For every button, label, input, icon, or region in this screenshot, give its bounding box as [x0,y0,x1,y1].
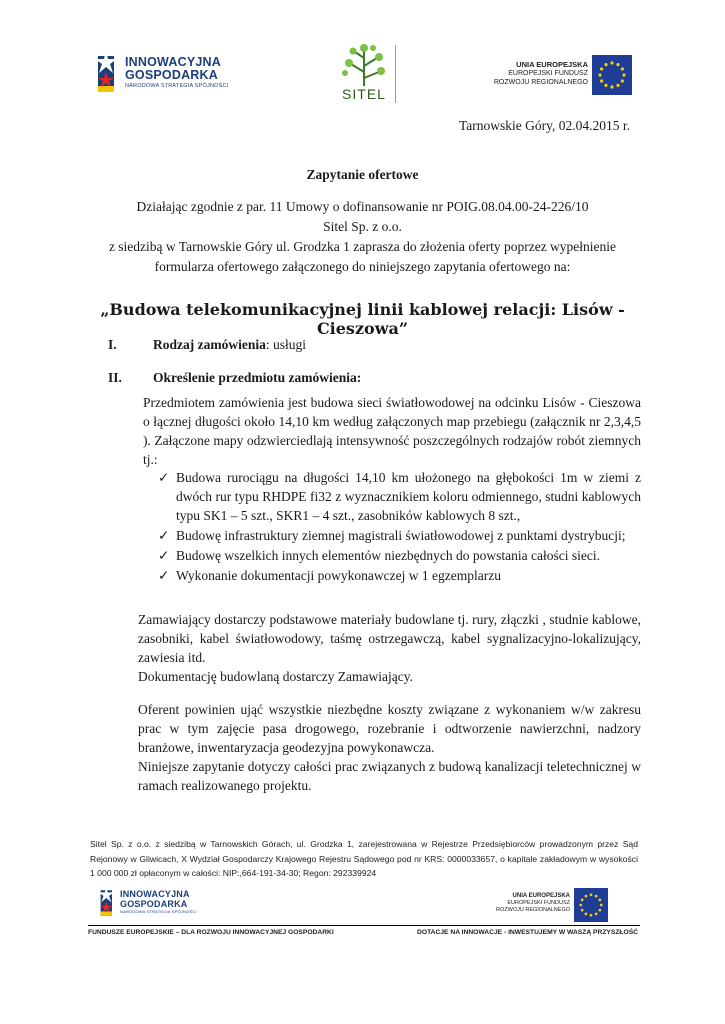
eu-star [600,79,603,82]
eu-star [604,63,607,66]
intro-line: Sitel Sp. z o.o. [323,219,402,234]
eu-star [622,73,625,76]
scope-checklist [158,468,641,586]
eu-star [600,904,603,907]
list-item-text: Budowa rurociągu na długości 14,10 km ułożonego na głębokości 1m w ziemi z dwóch rur typu RHDPE fi32 z wyznacznikiem koloru odmiennego, studni kablowych typu SK1 – 5 szt., SKR1 – 4 szt., zasobników kablowych 8 szt., [176,470,641,523]
eu-star [621,79,624,82]
paragraph-text: Dokumentację budowlaną dostarczy Zamawiający. [138,669,414,684]
ig-line3: NARODOWA STRATEGIA SPÓJNOŚCI [120,909,197,914]
eu-line2: EUROPEJSKI FUNDUSZ [507,900,570,906]
ig-line1: INNOWACYJNA [125,55,221,69]
eu-line3: ROZWOJU REGIONALNEGO [493,79,588,86]
eu-star [610,85,613,88]
checkmark-icon: ✓ [158,568,170,583]
scope-paragraph [143,393,641,469]
sitel-logo-text: SITEL [342,86,386,102]
document-heading: Zapytanie ofertowe [306,167,419,182]
intro-line: formularza ofertowego załączonego do niniejszego zapytania ofertowego na: [154,259,571,274]
eu-star [604,84,607,87]
footer-company-info: Sitel Sp. z o.o. z siedzibą w Tarnowskich Górach, ul. Grodzka 1, zarejestrowana w Rejestrze Przedsiębiorców prowadzonym przez Sąd Rejonowy w Gliwicach, X Wydział Gospodarczy Krajowego Rejestru Sądowego pod nr KRS: 0000033657, o kapitale zakładowym w wysokości 1 000 000 zł opłaconym w całości: NIP:,664-191-34-30; Regon: 292339924 [90,839,638,879]
section-2-number: II. [108,370,122,385]
eu-line1: UNIA EUROPEJSKA [512,893,570,899]
footer-slogan-right: DOTACJE NA INNOWACJE - INWESTUJEMY W WASZĄ PRZYSZŁOŚĆ [417,929,638,936]
ig-star-icon [96,886,118,920]
logo-divider [395,45,396,103]
list-item-text: Budowę wszelkich innych elementów niezbędnych do powstania całości sieci. [176,548,600,563]
eu-star [579,904,582,907]
footer-innowacyjna-gospodarka-logo [96,886,216,920]
eu-star [581,909,584,912]
intro-block [60,197,665,277]
list-item-text: Budowę infrastruktury ziemnej magistrali światłowodowej z punktami dystrybucji; [176,528,626,543]
eu-star [600,67,603,70]
intro-line: z siedzibą w Tarnowskie Góry ul. Grodzka 1 zaprasza do złożenia oferty poprzez wypełnienie [108,239,617,254]
eu-line3: ROZWOJU REGIONALNEGO [496,907,570,913]
eu-star [598,909,601,912]
eu-star [590,914,593,917]
section-2 [108,370,361,386]
eu-star [595,895,598,898]
eu-flag-icon [574,888,608,922]
project-title: „Budowa telekomunikacyjnej linii kablowej relacji: Lisów - Cieszowa” [100,300,625,338]
costs-paragraph [138,700,641,795]
ig-line3: NARODOWA STRATEGIA SPÓJNOŚCI [125,83,229,89]
section-2-label: Określenie przedmiotu zamówienia: [153,370,362,385]
paragraph-text: Przedmiotem zamówienia jest budowa sieci światłowodowej na odcinku Lisów - Cieszowa o łącznej długości około 14,10 km według załączonych map przebiegu (załącznik nr 2,3,4,5 ). Załączone mapy odzwierciedlają intensywność poszczególnych rodzajów robót ziemnych tj.: [143,395,641,467]
checkmark-icon: ✓ [158,548,170,563]
eu-star [598,73,601,76]
checkmark-icon: ✓ [158,528,170,543]
eu-star [621,67,624,70]
eu-star [616,63,619,66]
eu-star [585,912,588,915]
eu-line1: UNIA EUROPEJSKA [516,60,588,69]
footer-slogan-left: FUNDUSZE EUROPEJSKIE – DLA ROZWOJU INNOWACYJNEJ GOSPODARKI [88,929,334,936]
list-item [158,546,641,565]
section-1-number: I. [108,337,117,352]
eu-star [581,899,584,902]
ig-line1: INNOWACYJNA [120,889,190,899]
section-1-label: Rodzaj zamówienia [153,337,266,352]
checkmark-icon: ✓ [158,470,170,485]
footer-eu-logo-text [478,893,570,914]
list-item [158,566,641,585]
eu-star [590,893,593,896]
eu-star [616,84,619,87]
eu-line2: EUROPEJSKI FUNDUSZ [508,70,588,77]
materials-paragraph [138,610,641,686]
eu-flag-icon [592,55,632,95]
eu-star [585,895,588,898]
list-item-text: Wykonanie dokumentacji powykonawczej w 1 egzemplarzu [176,568,501,583]
eu-star [610,61,613,64]
intro-line: Działając zgodnie z par. 11 Umowy o dofinansowanie nr POIG.08.04.00-24-226/10 [136,199,589,214]
paragraph-text: Oferent powinien ująć wszystkie niezbędne koszty związane z wykonaniem w/w zakresu prac w tym zajęcie pasa drogowego, rozebranie i odtworzenie nawierzchni, nadzory branżowe, inwentaryzacja geodezyjna powykonawcza. [138,702,641,755]
footer-divider [88,925,640,926]
paragraph-text: Zamawiający dostarczy podstawowe materiały budowlane tj. rury, złączki , studnie kablowe, zasobniki, kabel światłowodowy, taśmę ostrzegawczą, kabel sygnalizacyjno-lokalizujący, zawiesia itd. [138,612,641,665]
section-1-value: : usługi [265,337,306,352]
ig-line2: GOSPODARKA [120,898,188,909]
ig-star-icon [92,50,122,98]
list-item [158,468,641,525]
sitel-tree-icon [333,42,395,86]
eu-star [595,912,598,915]
list-item [158,526,641,545]
ig-line2: GOSPODARKA [125,68,218,82]
sitel-logo [333,42,397,104]
document-date: Tarnowskie Góry, 02.04.2015 r. [458,118,630,133]
paragraph-text: Niniejsze zapytanie dotyczy całości prac związanych z budową kanalizacji teletechnicznej w ramach realizowanego projektu. [138,759,641,793]
innowacyjna-gospodarka-logo [92,50,232,98]
eu-logo-text [478,60,588,87]
section-1 [108,337,306,353]
eu-star [598,899,601,902]
